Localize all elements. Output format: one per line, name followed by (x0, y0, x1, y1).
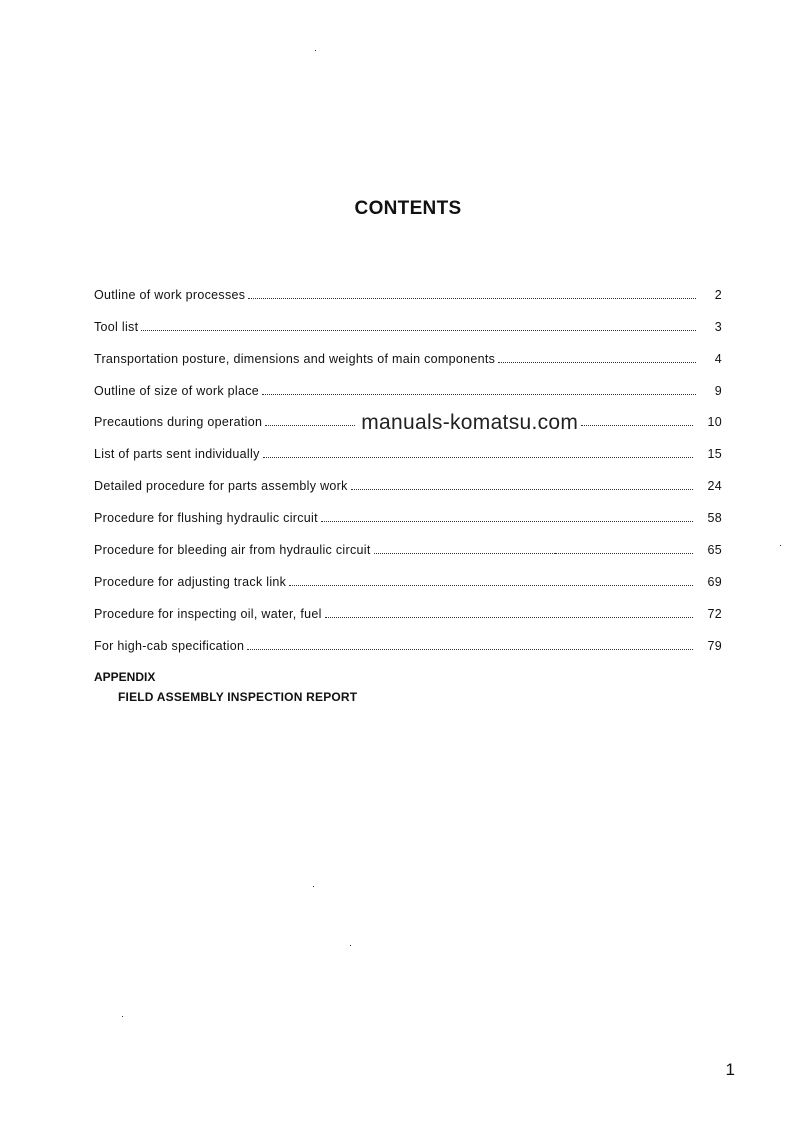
scan-speck (122, 1016, 123, 1017)
scan-speck (350, 945, 351, 946)
toc-entry-label: Detailed procedure for parts assembly work (94, 479, 348, 494)
toc-entry-label: Procedure for bleeding air from hydraulic circuit (94, 543, 371, 558)
watermark: manuals-komatsu.com (361, 411, 579, 435)
leader-dots (263, 457, 694, 458)
toc-entry-label: Procedure for inspecting oil, water, fuel (94, 606, 322, 621)
toc-entry (94, 558, 722, 590)
toc-entry-label: Procedure for flushing hydraulic circuit (94, 511, 318, 526)
page-number: 1 (725, 1060, 735, 1079)
leader-dots (321, 521, 694, 522)
scan-speck (780, 545, 781, 546)
leader-dots (247, 649, 693, 650)
toc-entry-page: 3 (714, 319, 722, 334)
toc-entry-page: 65 (707, 543, 722, 558)
leader-dots (581, 425, 693, 426)
appendix-item: FIELD ASSEMBLY INSPECTION REPORT (118, 690, 358, 704)
table-of-contents (94, 271, 722, 654)
toc-entry-page: 4 (714, 351, 722, 366)
toc-entry (94, 526, 722, 558)
toc-entry-label: Outline of work processes (94, 287, 246, 302)
leader-dots (351, 489, 694, 490)
toc-entry (94, 335, 722, 367)
scan-speck (313, 886, 314, 887)
leader-dots (248, 298, 696, 299)
toc-entry-page: 9 (714, 383, 722, 398)
toc-entry (94, 622, 722, 654)
toc-entry-page: 58 (707, 511, 722, 526)
toc-entry (94, 462, 722, 494)
toc-entry (94, 590, 722, 622)
toc-entry-page: 15 (707, 447, 722, 462)
toc-entry-page: 69 (707, 574, 722, 589)
toc-entry (94, 303, 722, 335)
toc-entry-page: 72 (707, 606, 722, 621)
scan-speck (315, 50, 316, 51)
toc-entry (94, 271, 722, 303)
leader-dots (141, 330, 696, 331)
toc-entry-label: Transportation posture, dimensions and weights of main components (94, 351, 496, 366)
toc-entry-label: Precautions during operation (94, 415, 263, 430)
toc-entry (94, 494, 722, 526)
leader-dots (262, 394, 696, 395)
toc-entry (94, 367, 722, 399)
toc-entry-label: Procedure for adjusting track link (94, 574, 287, 589)
toc-entry-page: 24 (707, 479, 722, 494)
toc-entry (94, 430, 722, 462)
toc-entry-label: List of parts sent individually (94, 447, 260, 462)
toc-entry-page: 79 (707, 638, 722, 653)
leader-dots (289, 585, 693, 586)
toc-entry-page: 2 (714, 287, 722, 302)
appendix-heading: APPENDIX (94, 670, 156, 684)
page-title: CONTENTS (354, 198, 462, 219)
toc-entry-label: Outline of size of work place (94, 383, 260, 398)
toc-entry-label: For high-cab specification (94, 638, 245, 653)
toc-entry-page: 10 (707, 415, 722, 430)
toc-entry-label: Tool list (94, 319, 139, 334)
leader-dots (325, 617, 694, 618)
scan-speck (555, 553, 556, 554)
toc-entry (94, 399, 722, 435)
leader-dots (498, 362, 696, 363)
leader-dots (374, 553, 694, 554)
leader-dots (265, 425, 355, 426)
